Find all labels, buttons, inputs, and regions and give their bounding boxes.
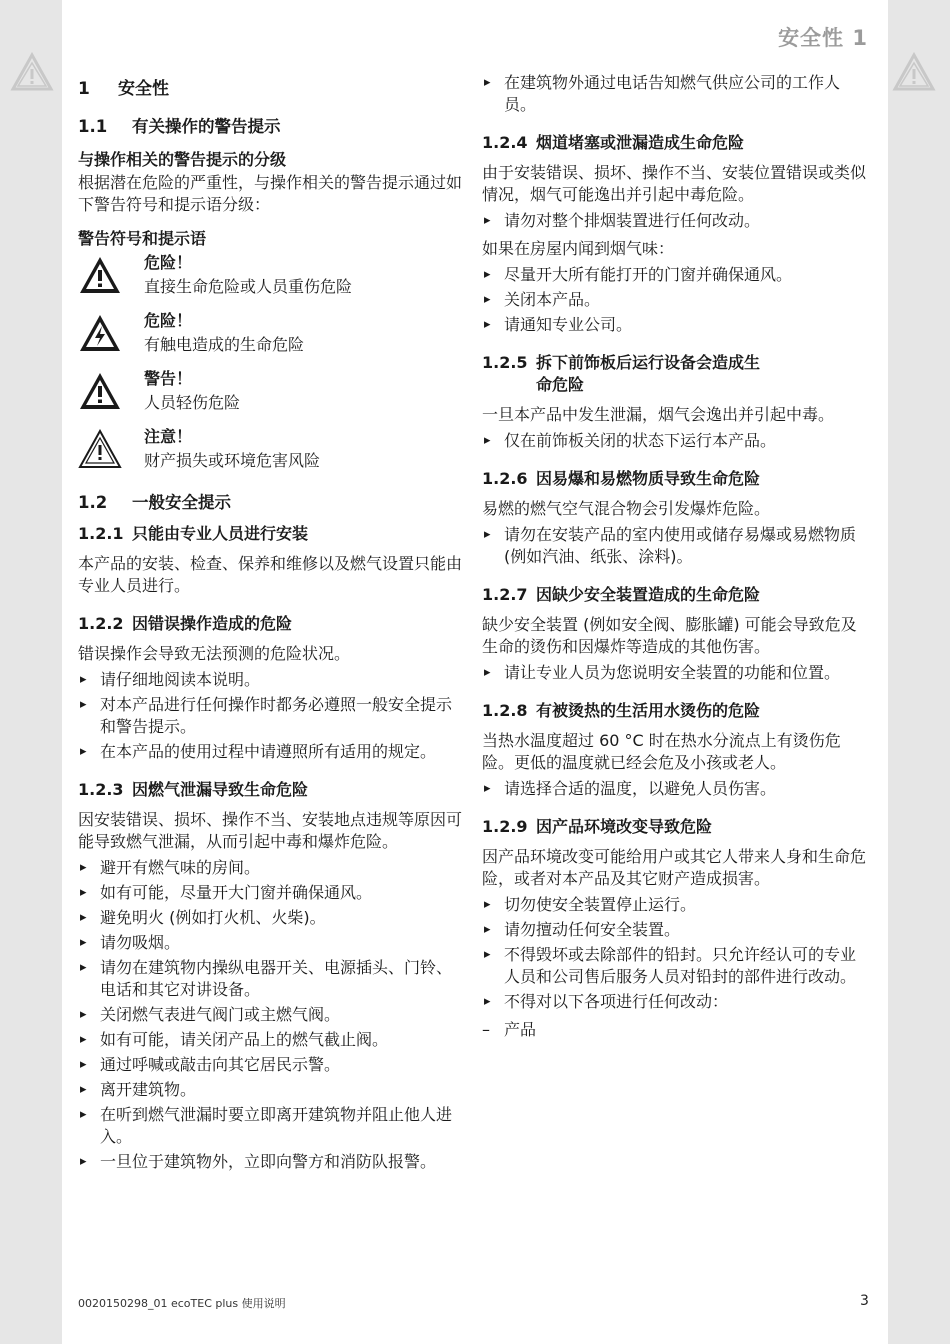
signal-word: 危险！	[144, 253, 193, 272]
paragraph: 缺少安全装置 (例如安全阀、膨胀罐) 可能会导致危及生命的烫伤和因爆炸等造成的其他伤害。	[482, 615, 857, 656]
right-column	[482, 70, 868, 1041]
list-item: ▸ 请选择合适的温度，以避免人员伤害。	[482, 778, 868, 800]
list-item: ▸ 请勿在建筑物内操纵电器开关、电源插头、门铃、电话和其它对讲设备。	[78, 957, 464, 1001]
paragraph: 本产品的安装、检查、保养和维修以及燃气设置只能由专业人员进行。	[78, 554, 463, 595]
list-item: ▸ 离开建筑物。	[78, 1079, 464, 1101]
heading-1-2-3: 1.2.3 因燃气泄漏导致生命危险	[78, 780, 309, 799]
warning-row	[78, 251, 464, 299]
paragraph: 因安装错误、损坏、操作不当、安装地点违规等原因可能导致燃气泄漏，从而引起中毒和爆炸危险。	[78, 810, 463, 851]
list-item: ▸ 关闭燃气表进气阀门或主燃气阀。	[78, 1004, 464, 1026]
heading-1-2-5: 1.2.5 拆下前饰板后运行设备会造成生 命危险	[482, 353, 761, 394]
list-item: ▸ 在建筑物外通过电话告知燃气供应公司的工作人员。	[482, 72, 868, 116]
heading-1-2-4: 1.2.4 烟道堵塞或泄漏造成生命危险	[482, 133, 745, 152]
list-item: ▸ 请仔细地阅读本说明。	[78, 669, 464, 691]
paragraph: 因产品环境改变可能给用户或其它人带来人身和生命危险，或者对本产品及其它财产造成损害。	[482, 847, 867, 888]
bullet-list	[482, 524, 868, 568]
footer-doc-id: 0020150298_01 ecoTEC plus 使用说明	[78, 1297, 286, 1310]
heading-1: 1 安全性	[78, 79, 169, 99]
danger-exclamation-icon	[78, 255, 122, 295]
heading-1-2-2: 1.2.2 因错误操作造成的危险	[78, 614, 293, 633]
bullet-list	[78, 669, 464, 763]
bullet-list	[482, 894, 868, 1013]
signal-word: 注意！	[144, 427, 193, 446]
list-item: ▸ 通过呼喊或敲击向其它居民示警。	[78, 1054, 464, 1076]
list-item: ▸ 请勿吸烟。	[78, 932, 464, 954]
list-item: ▸ 在听到燃气泄漏时要立即离开建筑物并阻止他人进入。	[78, 1104, 464, 1148]
list-item: ▸ 请勿擅动任何安全装置。	[482, 919, 868, 941]
bullet-list	[482, 264, 868, 336]
signal-desc: 财产损失或环境危害风险	[144, 451, 321, 470]
heading-1-1: 1.1 有关操作的警告提示	[78, 117, 281, 136]
page-number: 3	[860, 1293, 869, 1309]
list-item: ▸ 请勿在安装产品的室内使用或储存易爆或易燃物质 (例如汽油、纸张、涂料)。	[482, 524, 868, 568]
list-item: ▸ 一旦位于建筑物外，立即向警方和消防队报警。	[78, 1151, 464, 1173]
symbols-title: 警告符号和提示语	[78, 229, 207, 248]
bullet-list	[482, 210, 868, 232]
signal-desc: 直接生命危险或人员重伤危险	[144, 277, 353, 296]
list-item: ▸ 避免明火 (例如打火机、火柴)。	[78, 907, 464, 929]
bullet-list	[482, 662, 868, 684]
paragraph: 易燃的燃气空气混合物会引发爆炸危险。	[482, 499, 771, 518]
list-item: ▸ 在本产品的使用过程中请遵照所有适用的规定。	[78, 741, 464, 763]
paragraph: 一旦本产品中发生泄漏，烟气会逸出并引起中毒。	[482, 405, 835, 424]
signal-desc: 人员轻伤危险	[144, 393, 241, 412]
list-item: ▸ 避开有燃气味的房间。	[78, 857, 464, 879]
heading-1-2: 1.2 一般安全提示	[78, 493, 231, 512]
list-item: ▸ 请让专业人员为您说明安全装置的功能和位置。	[482, 662, 868, 684]
paragraph: 当热水温度超过 60 °C 时在热水分流点上有烫伤危险。更低的温度就已经会危及小孩或老人。	[482, 731, 841, 772]
heading-1-2-7: 1.2.7 因缺少安全装置造成的生命危险	[482, 585, 761, 604]
signal-word: 警告！	[144, 369, 193, 388]
paragraph: 由于安装错误、损坏、操作不当、安装位置错误或类似情况，烟气可能逸出并引起中毒危险。	[482, 163, 867, 204]
bullet-list	[482, 430, 868, 452]
classification-title: 与操作相关的警告提示的分级	[78, 150, 287, 169]
list-item: ▸ 如有可能，请关闭产品上的燃气截止阀。	[78, 1029, 464, 1051]
list-item: ▸ 尽量开大所有能打开的门窗并确保通风。	[482, 264, 868, 286]
side-warning-icon	[10, 52, 54, 92]
heading-1-2-8: 1.2.8 有被烫热的生活用水烫伤的危险	[482, 701, 761, 720]
list-item: ▸ 对本产品进行任何操作时都务必遵照一般安全提示和警告提示。	[78, 694, 464, 738]
heading-1-2-1: 1.2.1 只能由专业人员进行安装	[78, 524, 309, 543]
signal-desc: 有触电造成的生命危险	[144, 335, 305, 354]
bullet-list	[482, 72, 868, 116]
list-item: ▸ 仅在前饰板关闭的状态下运行本产品。	[482, 430, 868, 452]
warning-exclamation-icon	[78, 371, 122, 411]
dash-item: – 产品	[482, 1019, 868, 1041]
running-head: 安全性 1	[778, 26, 868, 50]
bullet-list	[482, 778, 868, 800]
list-item: ▸ 切勿使安全装置停止运行。	[482, 894, 868, 916]
list-item: ▸ 如有可能，尽量开大门窗并确保通风。	[78, 882, 464, 904]
list-item: ▸ 不得毁坏或去除部件的铅封。只允许经认可的专业人员和公司售后服务人员对铅封的部件进行改动。	[482, 944, 868, 988]
left-column	[78, 70, 464, 1179]
heading-1-2-9: 1.2.9 因产品环境改变导致危险	[482, 817, 713, 836]
paragraph: 如果在房屋内闻到烟气味：	[482, 239, 675, 258]
caution-outline-icon	[78, 429, 122, 469]
list-item: ▸ 请勿对整个排烟装置进行任何改动。	[482, 210, 868, 232]
paragraph: 错误操作会导致无法预测的危险状况。	[78, 644, 351, 663]
signal-word: 危险！	[144, 311, 193, 330]
side-warning-icon	[892, 52, 936, 92]
warning-row	[78, 367, 464, 415]
warning-row	[78, 309, 464, 357]
bullet-list	[78, 857, 464, 1173]
warning-row	[78, 425, 464, 473]
list-item: ▸ 关闭本产品。	[482, 289, 868, 311]
classification-text: 根据潜在危险的严重性，与操作相关的警告提示通过如下警告符号和提示语分级：	[78, 173, 463, 214]
heading-1-2-6: 1.2.6 因易爆和易燃物质导致生命危险	[482, 469, 761, 488]
electric-shock-icon	[78, 313, 122, 353]
list-item: ▸ 不得对以下各项进行任何改动：	[482, 991, 868, 1013]
list-item: ▸ 请通知专业公司。	[482, 314, 868, 336]
